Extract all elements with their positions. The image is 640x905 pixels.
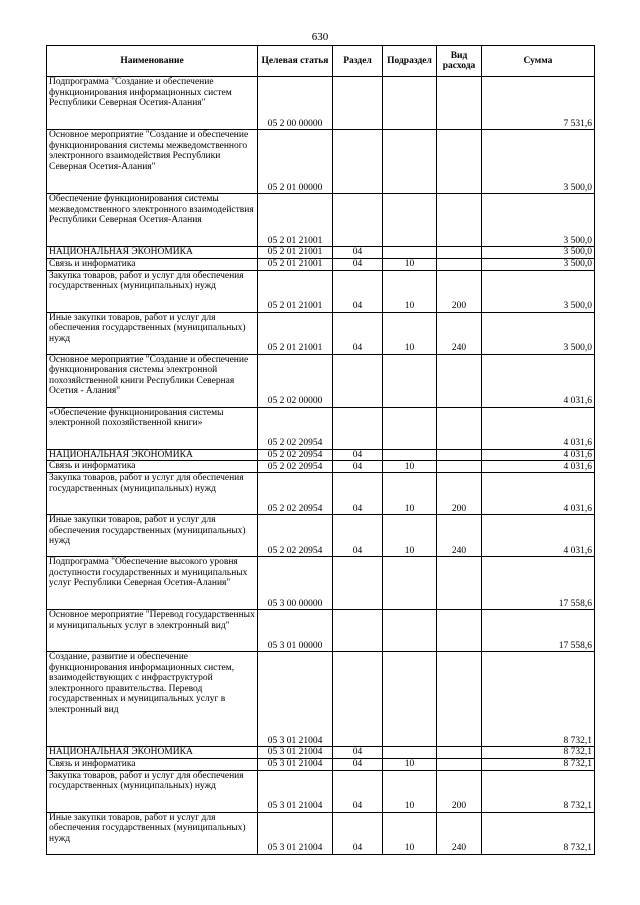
row-expense-type-cell: 240 xyxy=(437,312,482,354)
row-target-article-cell: 05 2 01 21001 xyxy=(258,258,333,270)
row-subsection-cell xyxy=(383,652,437,747)
table-row xyxy=(47,747,595,759)
row-subsection-cell: 10 xyxy=(383,258,437,270)
row-section-cell xyxy=(333,652,383,747)
row-name-cell: НАЦИОНАЛЬНАЯ ЭКОНОМИКА xyxy=(47,747,258,759)
row-target-article-cell: 05 2 02 20954 xyxy=(258,461,333,473)
header-target-article: Целевая статья xyxy=(258,46,333,77)
row-expense-type-cell: 240 xyxy=(437,812,482,854)
row-target-article-cell: 05 3 01 00000 xyxy=(258,610,333,652)
row-section-cell: 04 xyxy=(333,515,383,557)
row-expense-type-cell xyxy=(437,747,482,759)
row-subsection-cell xyxy=(383,194,437,247)
table-row xyxy=(47,770,595,812)
row-section-cell: 04 xyxy=(333,312,383,354)
row-section-cell xyxy=(333,130,383,194)
row-section-cell: 04 xyxy=(333,449,383,461)
row-expense-type-cell: 200 xyxy=(437,770,482,812)
budget-table xyxy=(46,45,595,855)
row-name-cell: Иные закупки товаров, работ и услуг для обеспечения государственных (муниципальных) нужд xyxy=(47,812,258,854)
row-expense-type-cell xyxy=(437,194,482,247)
row-expense-type-cell xyxy=(437,449,482,461)
row-target-article-cell: 05 3 00 00000 xyxy=(258,557,333,610)
row-expense-type-cell xyxy=(437,610,482,652)
row-section-cell: 04 xyxy=(333,258,383,270)
row-target-article-cell: 05 3 01 21004 xyxy=(258,812,333,854)
row-subsection-cell xyxy=(383,354,437,407)
row-section-cell: 04 xyxy=(333,270,383,312)
row-name-cell: «Обеспечение функционирования системы электронной похозяйственной книги» xyxy=(47,407,258,449)
table-header-row xyxy=(47,46,595,77)
row-name-cell: Связь и информатика xyxy=(47,758,258,770)
table-row xyxy=(47,473,595,515)
row-target-article-cell: 05 2 01 00000 xyxy=(258,130,333,194)
row-amount-cell: 4 031,6 xyxy=(482,354,595,407)
row-name-cell: Подпрограмма "Обеспечение высокого уровня доступности государственных и муниципальных услуг Республики Северная Осетия-Алания" xyxy=(47,557,258,610)
row-expense-type-cell: 240 xyxy=(437,515,482,557)
row-target-article-cell: 05 3 01 21004 xyxy=(258,758,333,770)
row-name-cell: Иные закупки товаров, работ и услуг для обеспечения государственных (муниципальных) нужд xyxy=(47,515,258,557)
table-row xyxy=(47,461,595,473)
row-expense-type-cell xyxy=(437,354,482,407)
row-expense-type-cell xyxy=(437,758,482,770)
header-name: Наименование xyxy=(47,46,258,77)
row-subsection-cell xyxy=(383,610,437,652)
row-name-cell: Закупка товаров, работ и услуг для обеспечения государственных (муниципальных) нужд xyxy=(47,473,258,515)
row-expense-type-cell xyxy=(437,258,482,270)
row-amount-cell: 7 531,6 xyxy=(482,77,595,130)
row-amount-cell: 3 500,0 xyxy=(482,258,595,270)
row-amount-cell: 4 031,6 xyxy=(482,473,595,515)
row-section-cell xyxy=(333,610,383,652)
row-name-cell: Основное мероприятие "Перевод государственных и муниципальных услуг в электронный вид" xyxy=(47,610,258,652)
table-row xyxy=(47,812,595,854)
row-target-article-cell: 05 2 02 20954 xyxy=(258,449,333,461)
row-subsection-cell xyxy=(383,449,437,461)
row-subsection-cell: 10 xyxy=(383,515,437,557)
row-section-cell: 04 xyxy=(333,758,383,770)
row-expense-type-cell xyxy=(437,557,482,610)
row-amount-cell: 8 732,1 xyxy=(482,812,595,854)
table-row xyxy=(47,758,595,770)
row-name-cell: НАЦИОНАЛЬНАЯ ЭКОНОМИКА xyxy=(47,449,258,461)
row-section-cell xyxy=(333,557,383,610)
row-subsection-cell: 10 xyxy=(383,461,437,473)
table-row xyxy=(47,652,595,747)
row-subsection-cell: 10 xyxy=(383,473,437,515)
table-row xyxy=(47,312,595,354)
row-amount-cell: 3 500,0 xyxy=(482,194,595,247)
row-target-article-cell: 05 3 01 21004 xyxy=(258,652,333,747)
row-section-cell: 04 xyxy=(333,461,383,473)
row-section-cell xyxy=(333,77,383,130)
row-amount-cell: 4 031,6 xyxy=(482,461,595,473)
row-section-cell: 04 xyxy=(333,812,383,854)
table-row xyxy=(47,247,595,259)
table-row xyxy=(47,130,595,194)
row-section-cell xyxy=(333,354,383,407)
table-row xyxy=(47,610,595,652)
row-target-article-cell: 05 3 01 21004 xyxy=(258,770,333,812)
row-subsection-cell: 10 xyxy=(383,312,437,354)
row-amount-cell: 17 558,6 xyxy=(482,557,595,610)
row-section-cell: 04 xyxy=(333,247,383,259)
table-row xyxy=(47,77,595,130)
row-amount-cell: 3 500,0 xyxy=(482,130,595,194)
table-row xyxy=(47,258,595,270)
row-subsection-cell: 10 xyxy=(383,758,437,770)
row-expense-type-cell: 200 xyxy=(437,473,482,515)
row-name-cell: Основное мероприятие "Создание и обеспечение функционирования системы электронной похозяйственной книги Республики Северная Осетия - Алания" xyxy=(47,354,258,407)
row-target-article-cell: 05 2 01 21001 xyxy=(258,270,333,312)
table-row xyxy=(47,354,595,407)
row-amount-cell: 3 500,0 xyxy=(482,247,595,259)
row-name-cell: Связь и информатика xyxy=(47,461,258,473)
row-amount-cell: 8 732,1 xyxy=(482,747,595,759)
page-number: 630 xyxy=(311,31,329,43)
row-name-cell: Закупка товаров, работ и услуг для обеспечения государственных (муниципальных) нужд xyxy=(47,270,258,312)
row-target-article-cell: 05 2 01 21001 xyxy=(258,194,333,247)
row-amount-cell: 17 558,6 xyxy=(482,610,595,652)
row-target-article-cell: 05 2 02 00000 xyxy=(258,354,333,407)
row-expense-type-cell xyxy=(437,652,482,747)
row-name-cell: Обеспечение функционирования системы межведомственного электронного взаимодействия Республики Северная Осетия-Алания xyxy=(47,194,258,247)
row-expense-type-cell xyxy=(437,130,482,194)
row-subsection-cell: 10 xyxy=(383,812,437,854)
row-name-cell: НАЦИОНАЛЬНАЯ ЭКОНОМИКА xyxy=(47,247,258,259)
row-expense-type-cell xyxy=(437,407,482,449)
table-row xyxy=(47,194,595,247)
row-amount-cell: 8 732,1 xyxy=(482,770,595,812)
table-row xyxy=(47,407,595,449)
row-subsection-cell xyxy=(383,130,437,194)
row-amount-cell: 8 732,1 xyxy=(482,758,595,770)
row-amount-cell: 3 500,0 xyxy=(482,270,595,312)
table-row xyxy=(47,557,595,610)
row-target-article-cell: 05 3 01 21004 xyxy=(258,747,333,759)
header-amount: Сумма xyxy=(482,46,595,77)
row-subsection-cell xyxy=(383,407,437,449)
row-target-article-cell: 05 2 01 21001 xyxy=(258,247,333,259)
row-target-article-cell: 05 2 01 21001 xyxy=(258,312,333,354)
header-section: Раздел xyxy=(333,46,383,77)
row-target-article-cell: 05 2 02 20954 xyxy=(258,515,333,557)
table-row xyxy=(47,515,595,557)
row-amount-cell: 4 031,6 xyxy=(482,449,595,461)
row-name-cell: Подпрограмма "Создание и обеспечение функционирования информационных систем Республики Северная Осетия-Алания" xyxy=(47,77,258,130)
row-subsection-cell: 10 xyxy=(383,770,437,812)
row-subsection-cell xyxy=(383,557,437,610)
row-expense-type-cell xyxy=(437,247,482,259)
row-target-article-cell: 05 2 02 20954 xyxy=(258,473,333,515)
header-expense-type: Вид расхода xyxy=(437,46,482,77)
row-subsection-cell: 10 xyxy=(383,270,437,312)
row-subsection-cell xyxy=(383,77,437,130)
row-amount-cell: 8 732,1 xyxy=(482,652,595,747)
row-section-cell: 04 xyxy=(333,770,383,812)
row-subsection-cell xyxy=(383,747,437,759)
row-section-cell: 04 xyxy=(333,747,383,759)
row-name-cell: Создание, развитие и обеспечение функционирования информационных систем, взаимодействующих с инфраструктурой электронного правительства. Перевод государственных и муниципальных услуг в электронный вид xyxy=(47,652,258,747)
table-row xyxy=(47,449,595,461)
row-name-cell: Основное мероприятие "Создание и обеспечение функционирования системы межведомственного электронного взаимодействия Республики Северная Осетия-Алания" xyxy=(47,130,258,194)
row-amount-cell: 3 500,0 xyxy=(482,312,595,354)
row-amount-cell: 4 031,6 xyxy=(482,515,595,557)
table-row xyxy=(47,270,595,312)
row-subsection-cell xyxy=(383,247,437,259)
row-name-cell: Иные закупки товаров, работ и услуг для обеспечения государственных (муниципальных) нужд xyxy=(47,312,258,354)
row-name-cell: Связь и информатика xyxy=(47,258,258,270)
row-expense-type-cell: 200 xyxy=(437,270,482,312)
row-target-article-cell: 05 2 02 20954 xyxy=(258,407,333,449)
table-body xyxy=(47,77,595,855)
row-expense-type-cell xyxy=(437,77,482,130)
row-section-cell xyxy=(333,407,383,449)
row-section-cell: 04 xyxy=(333,473,383,515)
header-subsection: Подраздел xyxy=(383,46,437,77)
row-name-cell: Закупка товаров, работ и услуг для обеспечения государственных (муниципальных) нужд xyxy=(47,770,258,812)
row-amount-cell: 4 031,6 xyxy=(482,407,595,449)
row-expense-type-cell xyxy=(437,461,482,473)
row-target-article-cell: 05 2 00 00000 xyxy=(258,77,333,130)
row-section-cell xyxy=(333,194,383,247)
